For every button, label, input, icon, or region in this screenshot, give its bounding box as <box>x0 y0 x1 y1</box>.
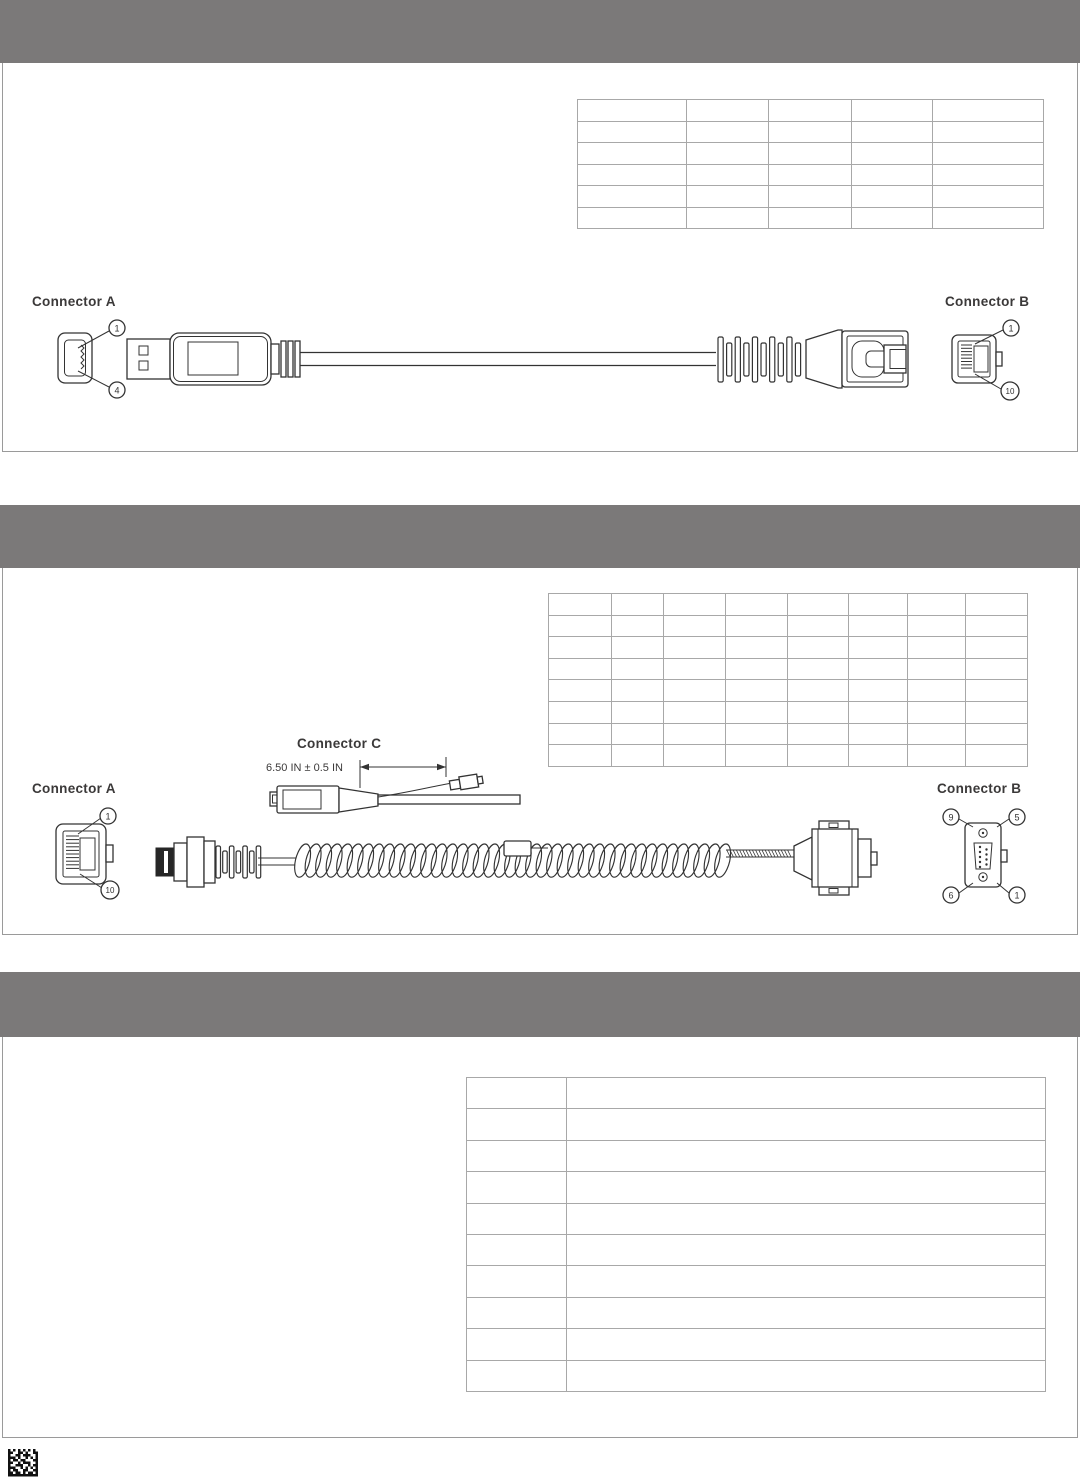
callout-b-pin-bottom-left: 6 <box>948 890 954 901</box>
table-cell <box>664 680 725 701</box>
table-cell <box>467 1298 566 1328</box>
callout-a-pin-bottom: 4 <box>114 385 120 396</box>
section-1-pinout-table <box>577 99 1044 229</box>
callout-a-pin-top: 1 <box>114 323 120 334</box>
table-cell <box>687 122 768 143</box>
connector-b-label: Connector B <box>937 781 1022 796</box>
table-cell <box>567 1298 1045 1328</box>
callout-a-pin-top: 1 <box>105 811 111 822</box>
table-cell <box>726 637 787 658</box>
strain-relief-drawing <box>718 337 801 382</box>
table-cell <box>788 616 848 637</box>
table-cell <box>966 680 1027 701</box>
table-cell <box>726 659 787 680</box>
connector-a-label: Connector A <box>32 294 116 309</box>
table-cell <box>966 637 1027 658</box>
table-cell <box>908 594 965 615</box>
table-cell <box>549 594 611 615</box>
datamatrix-barcode <box>8 1449 38 1477</box>
table-cell <box>788 637 848 658</box>
table-cell <box>467 1266 566 1296</box>
table-cell <box>567 1235 1045 1265</box>
section-1-header-bar <box>0 0 1080 63</box>
table-cell <box>467 1329 566 1359</box>
table-cell <box>687 208 768 229</box>
table-cell <box>467 1141 566 1171</box>
table-cell <box>612 659 663 680</box>
table-cell <box>664 659 725 680</box>
table-cell <box>852 186 932 207</box>
table-cell <box>788 702 848 723</box>
table-cell <box>933 186 1043 207</box>
table-cell <box>849 659 907 680</box>
table-cell <box>966 659 1027 680</box>
db9-side-drawing <box>794 821 877 895</box>
table-cell <box>664 616 725 637</box>
table-cell <box>849 637 907 658</box>
table-cell <box>467 1204 566 1234</box>
braided-cable-drawing <box>726 850 794 857</box>
table-cell <box>567 1109 1045 1139</box>
table-cell <box>664 594 725 615</box>
table-cell <box>933 122 1043 143</box>
table-cell <box>788 680 848 701</box>
table-cell <box>726 594 787 615</box>
connector-b-face-drawing <box>943 809 1025 903</box>
cable-line-drawing <box>300 353 716 366</box>
callout-b-pin-top-left: 9 <box>948 812 954 823</box>
table-cell <box>467 1109 566 1139</box>
table-cell <box>788 594 848 615</box>
table-cell <box>578 100 686 121</box>
table-cell <box>769 122 851 143</box>
table-cell <box>933 208 1043 229</box>
dimension-label: 6.50 IN ± 0.5 IN <box>266 762 343 774</box>
table-cell <box>852 165 932 186</box>
connector-c-drawing <box>270 773 520 813</box>
table-cell <box>549 680 611 701</box>
table-cell <box>933 143 1043 164</box>
table-cell <box>726 680 787 701</box>
table-cell <box>769 100 851 121</box>
table-cell <box>966 616 1027 637</box>
table-cell <box>467 1361 566 1391</box>
table-cell <box>549 659 611 680</box>
table-cell <box>578 186 686 207</box>
table-cell <box>966 594 1027 615</box>
table-cell <box>908 702 965 723</box>
table-cell <box>908 616 965 637</box>
table-cell <box>852 143 932 164</box>
table-cell <box>578 165 686 186</box>
callout-b-pin-top-right: 5 <box>1014 812 1020 823</box>
section-3-spec-table <box>466 1077 1046 1392</box>
table-cell <box>612 680 663 701</box>
connector-b-label: Connector B <box>945 294 1030 309</box>
table-cell <box>849 616 907 637</box>
table-cell <box>467 1172 566 1202</box>
table-cell <box>769 186 851 207</box>
table-cell <box>687 143 768 164</box>
table-cell <box>549 702 611 723</box>
dimension-line <box>360 757 446 788</box>
callout-b-pin-top: 1 <box>1008 323 1014 334</box>
table-cell <box>578 122 686 143</box>
table-cell <box>966 702 1027 723</box>
table-cell <box>852 100 932 121</box>
table-cell <box>852 122 932 143</box>
table-cell <box>664 702 725 723</box>
table-cell <box>567 1204 1045 1234</box>
table-cell <box>687 165 768 186</box>
callout-a-pin-bottom: 10 <box>105 886 115 895</box>
connector-a-face-drawing <box>58 320 125 398</box>
section-2-header-bar <box>0 505 1080 568</box>
table-cell <box>578 208 686 229</box>
callout-b-pin-bottom: 10 <box>1005 387 1015 396</box>
table-cell <box>567 1141 1045 1171</box>
table-cell <box>567 1266 1045 1296</box>
section-2-cable-diagram <box>0 730 1080 915</box>
section-3-header-bar <box>0 972 1080 1037</box>
table-cell <box>852 208 932 229</box>
table-cell <box>687 186 768 207</box>
table-cell <box>567 1172 1045 1202</box>
usb-plug-drawing <box>127 333 300 385</box>
table-cell <box>726 616 787 637</box>
table-cell <box>908 659 965 680</box>
table-cell <box>933 100 1043 121</box>
table-cell <box>549 637 611 658</box>
table-cell <box>788 659 848 680</box>
table-cell <box>467 1235 566 1265</box>
table-cell <box>549 616 611 637</box>
table-cell <box>578 143 686 164</box>
table-cell <box>567 1078 1045 1108</box>
connector-b-face-drawing <box>952 320 1019 400</box>
table-cell <box>687 100 768 121</box>
table-cell <box>567 1361 1045 1391</box>
connector-c-label: Connector C <box>297 736 382 751</box>
table-cell <box>612 616 663 637</box>
table-cell <box>769 165 851 186</box>
callout-b-pin-bottom-right: 1 <box>1014 890 1020 901</box>
rj-plug-drawing <box>806 330 908 388</box>
connector-a-label: Connector A <box>32 781 116 796</box>
table-cell <box>769 208 851 229</box>
table-cell <box>612 594 663 615</box>
table-cell <box>612 637 663 658</box>
coiled-cable-drawing <box>156 821 877 895</box>
table-cell <box>849 594 907 615</box>
section-1-cable-diagram <box>0 280 1080 415</box>
table-cell <box>567 1329 1045 1359</box>
table-cell <box>933 165 1043 186</box>
table-cell <box>849 680 907 701</box>
connector-a-face-drawing <box>56 808 119 899</box>
table-cell <box>769 143 851 164</box>
table-cell <box>664 637 725 658</box>
table-cell <box>612 702 663 723</box>
table-cell <box>726 702 787 723</box>
table-cell <box>908 637 965 658</box>
table-cell <box>849 702 907 723</box>
table-cell <box>908 680 965 701</box>
table-cell <box>467 1078 566 1108</box>
